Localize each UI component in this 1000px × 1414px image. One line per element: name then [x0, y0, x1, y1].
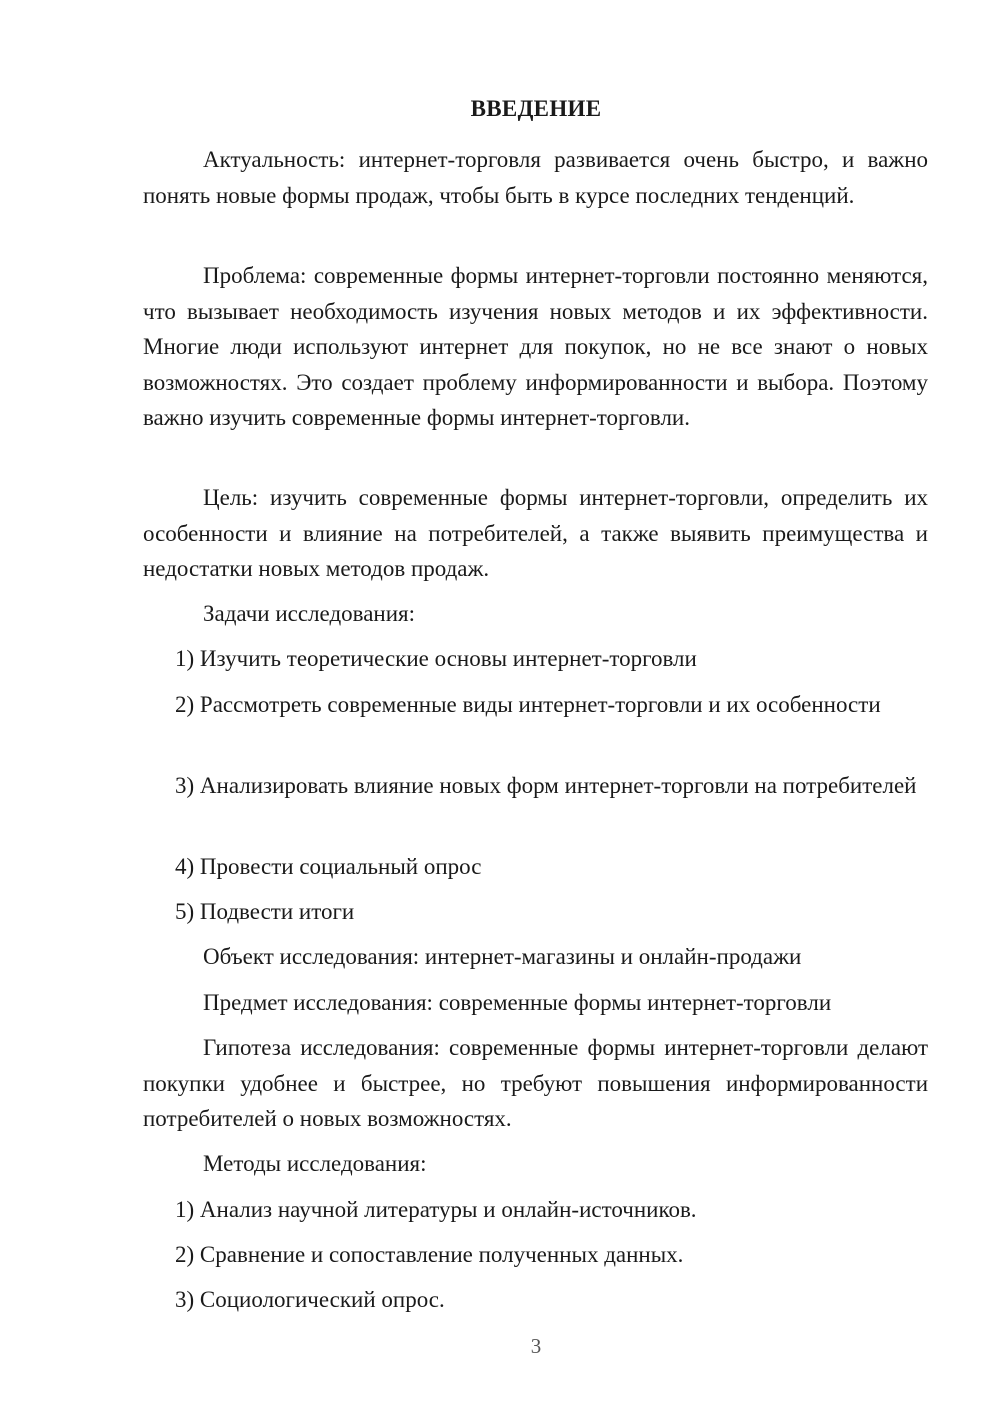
paragraph-relevance: Актуальность: интернет-торговля развивается очень быстро, и важно понять новые формы продаж, чтобы быть в курсе последних тенденций.	[143, 147, 928, 208]
tasks-title: Задачи исследования:	[203, 601, 416, 626]
paragraph-object: Объект исследования: интернет-магазины и онлайн-продажи	[203, 944, 802, 969]
paragraph-hypothesis: Гипотеза исследования: современные формы интернет-торговли делают покупки удобнее и быстрее, но требуют повышения информированности потребителей о новых возможностях.	[143, 1035, 928, 1132]
method-item-3: 3) Социологический опрос.	[175, 1287, 445, 1312]
task-item-2: 2) Рассмотреть современные виды интернет-торговли и их особенности	[175, 692, 881, 717]
paragraph-problem: Проблема: современные формы интернет-торговли постоянно меняются, что вызывает необходимость изучения новых методов и их эффективности. Многие люди используют интернет для покупок, но не все знают о новых возможностях. Это создает проблему информированности и выбора. Поэтому важно изучить современные формы интернет-торговли.	[143, 263, 928, 431]
method-item-2: 2) Сравнение и сопоставление полученных данных.	[175, 1242, 684, 1267]
task-item-3: 3) Анализировать влияние новых форм интернет-торговли на потребителей	[175, 773, 917, 798]
task-item-5: 5) Подвести итоги	[175, 899, 355, 924]
task-item-1: 1) Изучить теоретические основы интернет-торговли	[175, 646, 697, 671]
method-item-1: 1) Анализ научной литературы и онлайн-источников.	[175, 1197, 697, 1222]
page-number: 3	[530, 1334, 542, 1358]
section-heading: ВВЕДЕНИЕ	[470, 96, 602, 121]
paragraph-subject: Предмет исследования: современные формы интернет-торговли	[203, 990, 832, 1015]
methods-title: Методы исследования:	[203, 1151, 427, 1176]
paragraph-goal: Цель: изучить современные формы интернет-торговли, определить их особенности и влияние на потребителей, а также выявить преимущества и недостатки новых методов продаж.	[143, 485, 928, 582]
task-item-4: 4) Провести социальный опрос	[175, 854, 482, 879]
